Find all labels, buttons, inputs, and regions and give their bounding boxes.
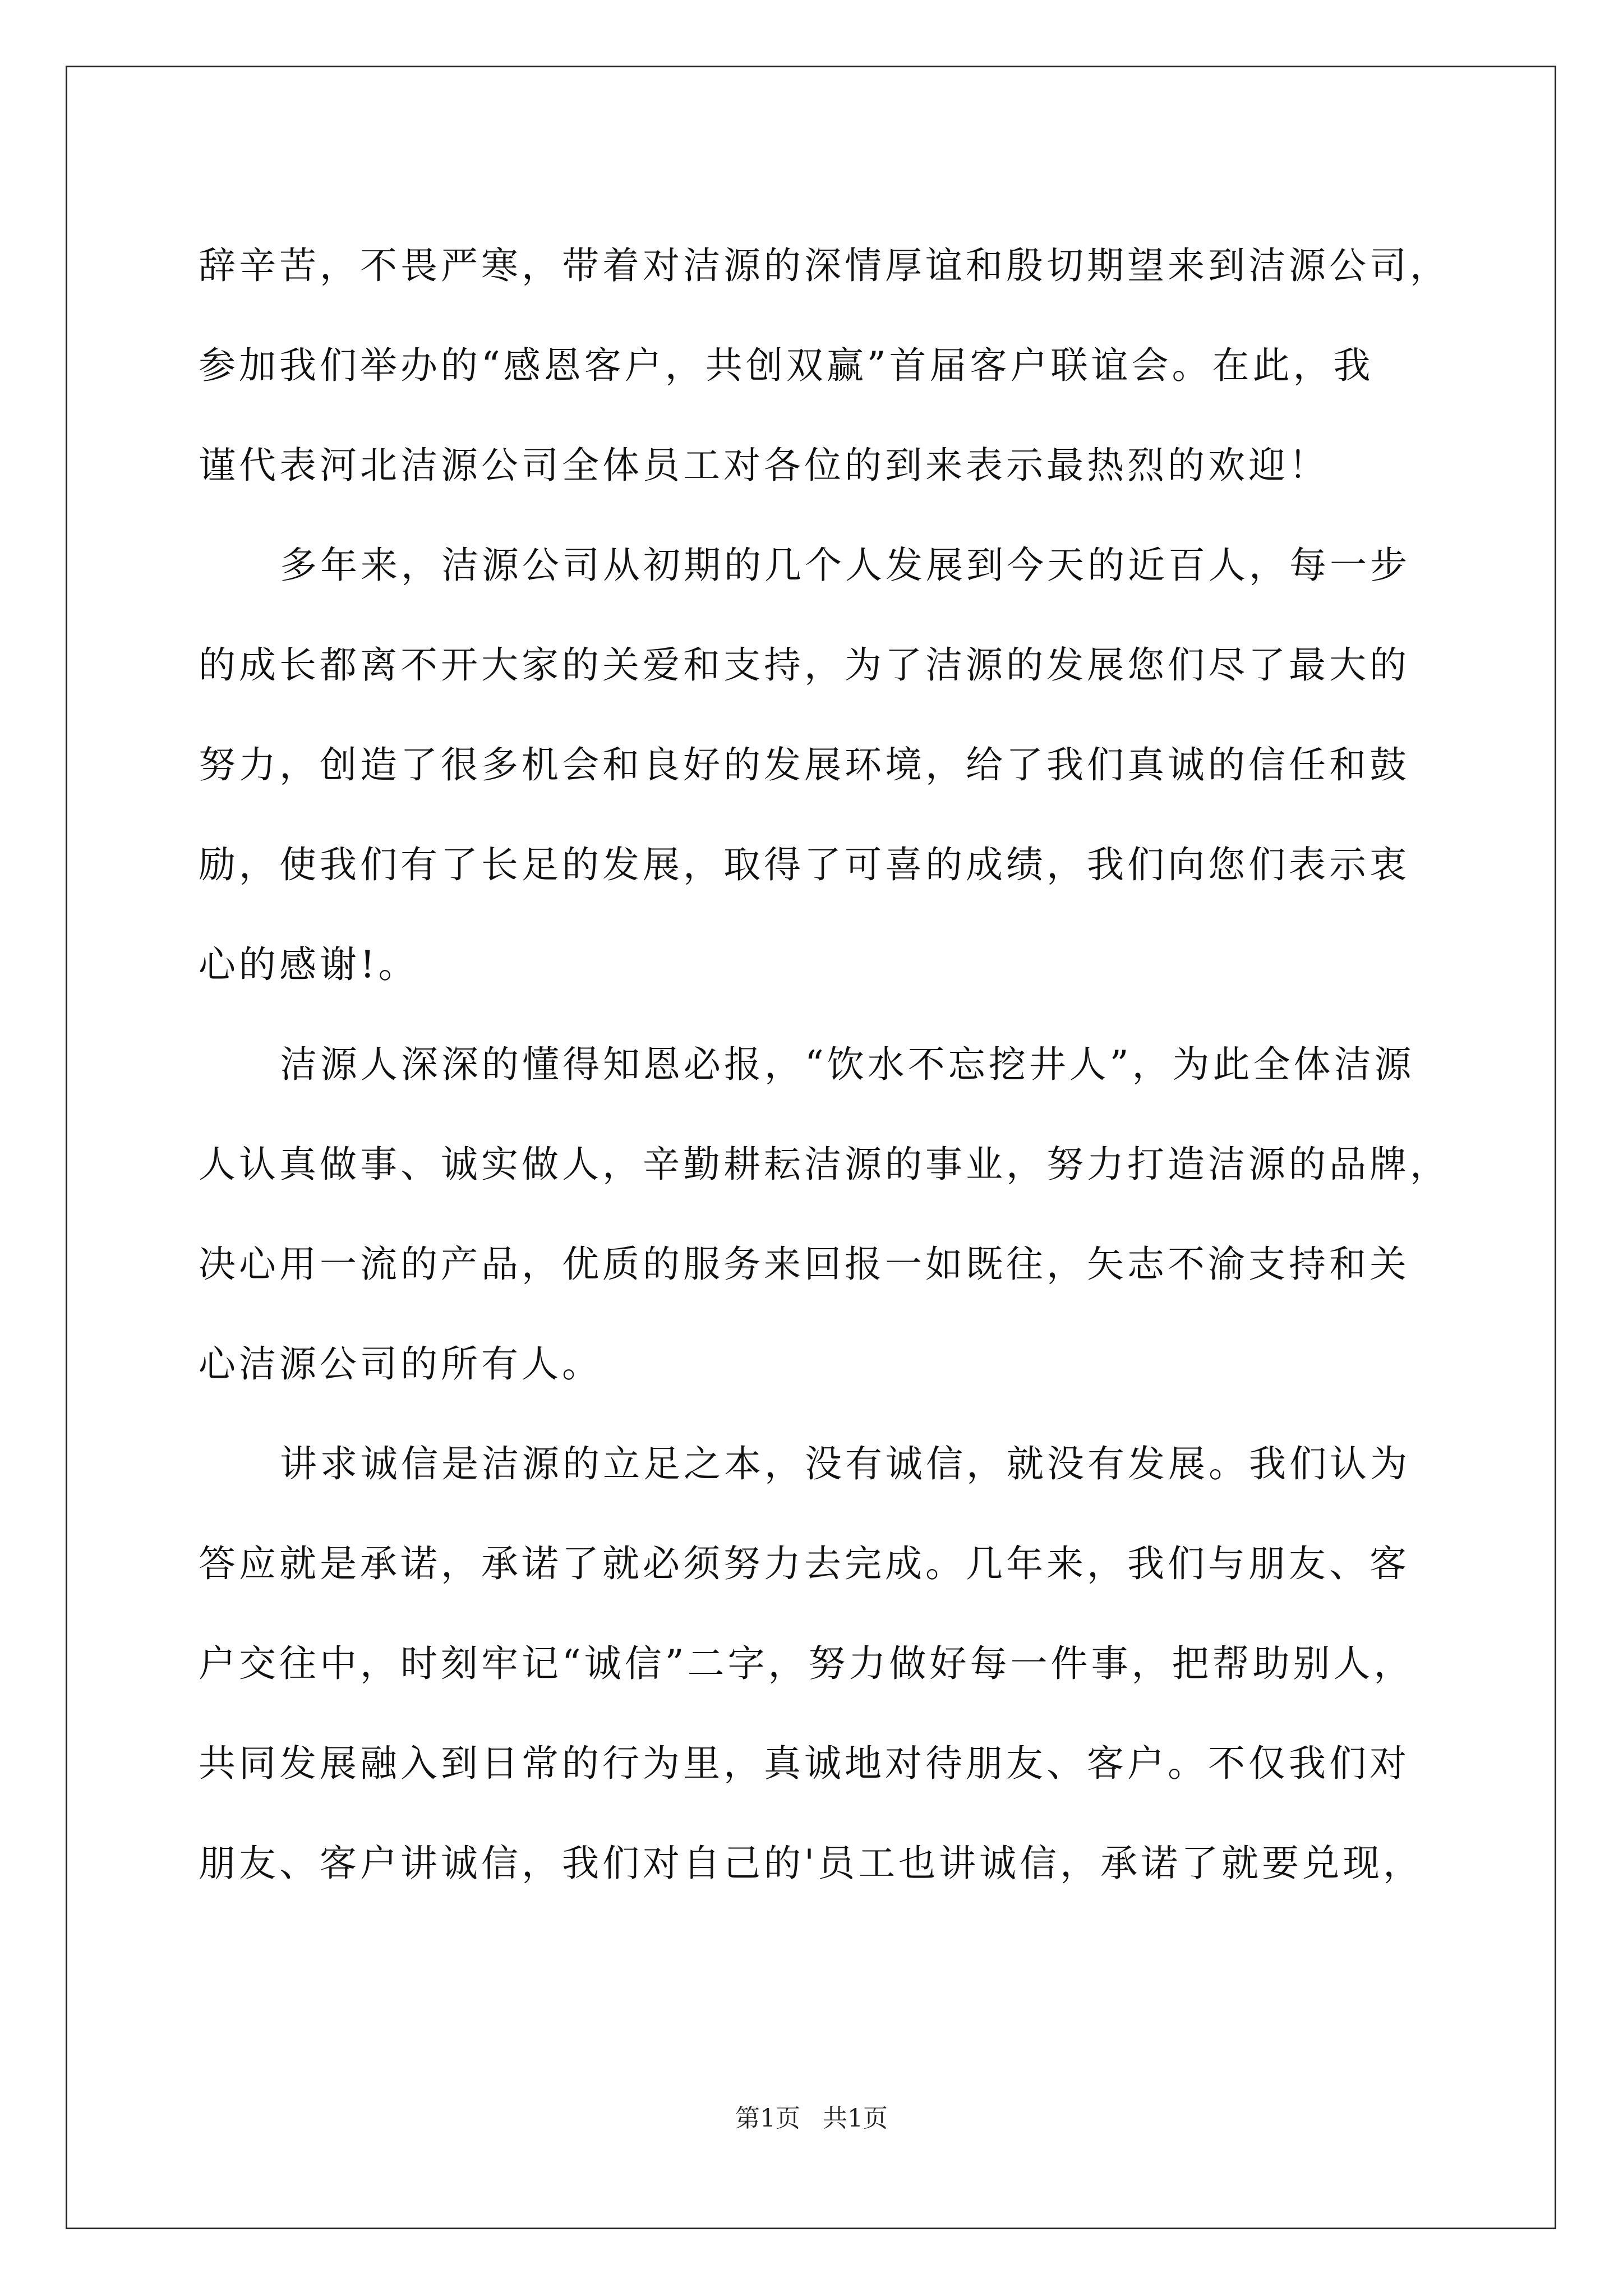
text-line: 朋友、客户讲诚信，我们对自己的'员工也讲诚信，承诺了就要兑现， bbox=[199, 1842, 1424, 1885]
text-line: 励，使我们有了长足的发展，取得了可喜的成绩，我们向您们表示衷 bbox=[199, 843, 1410, 886]
text-line: 心的感谢!。 bbox=[199, 943, 419, 986]
text-line: 共同发展融入到日常的行为里，真诚地对待朋友、客户。不仅我们对 bbox=[199, 1742, 1410, 1785]
paragraph-first-line: 洁源人深深的懂得知恩必报，“饮水不忘挖井人”，为此全体洁源 bbox=[280, 1043, 1415, 1086]
text-line: 的成长都离不开大家的关爱和支持，为了洁源的发展您们尽了最大的 bbox=[199, 643, 1410, 687]
page-total: 共1页 bbox=[823, 2104, 888, 2133]
document-body bbox=[199, 216, 1450, 1913]
page-number: 第1页 bbox=[735, 2104, 800, 2133]
text-line: 心洁源公司的所有人。 bbox=[199, 1342, 602, 1386]
text-line: 决心用一流的产品，优质的服务来回报一如既往，矢志不渝支持和关 bbox=[199, 1243, 1410, 1286]
text-line: 辞辛苦，不畏严寒，带着对洁源的深情厚谊和殷切期望来到洁源公司， bbox=[199, 244, 1450, 287]
text-line: 参加我们举办的“感恩客户，共创双赢”首届客户联谊会。在此，我 bbox=[199, 344, 1374, 387]
text-line: 答应就是承诺，承诺了就必须努力去完成。几年来，我们与朋友、客 bbox=[199, 1542, 1410, 1585]
text-line: 户交往中，时刻牢记“诚信”二字，努力做好每一件事，把帮助别人， bbox=[199, 1642, 1414, 1685]
paragraph-first-line: 多年来，洁源公司从初期的几个人发展到今天的近百人，每一步 bbox=[280, 544, 1410, 587]
paragraph-first-line: 讲求诚信是洁源的立足之本，没有诚信，就没有发展。我们认为 bbox=[280, 1442, 1410, 1485]
text-line: 人认真做事、诚实做人，辛勤耕耘洁源的事业，努力打造洁源的品牌， bbox=[199, 1143, 1450, 1186]
text-line: 努力，创造了很多机会和良好的发展环境，给了我们真诚的信任和鼓 bbox=[199, 743, 1410, 786]
page-footer bbox=[0, 2098, 1623, 2134]
text-line: 谨代表河北洁源公司全体员工对各位的到来表示最热烈的欢迎！ bbox=[199, 444, 1329, 487]
